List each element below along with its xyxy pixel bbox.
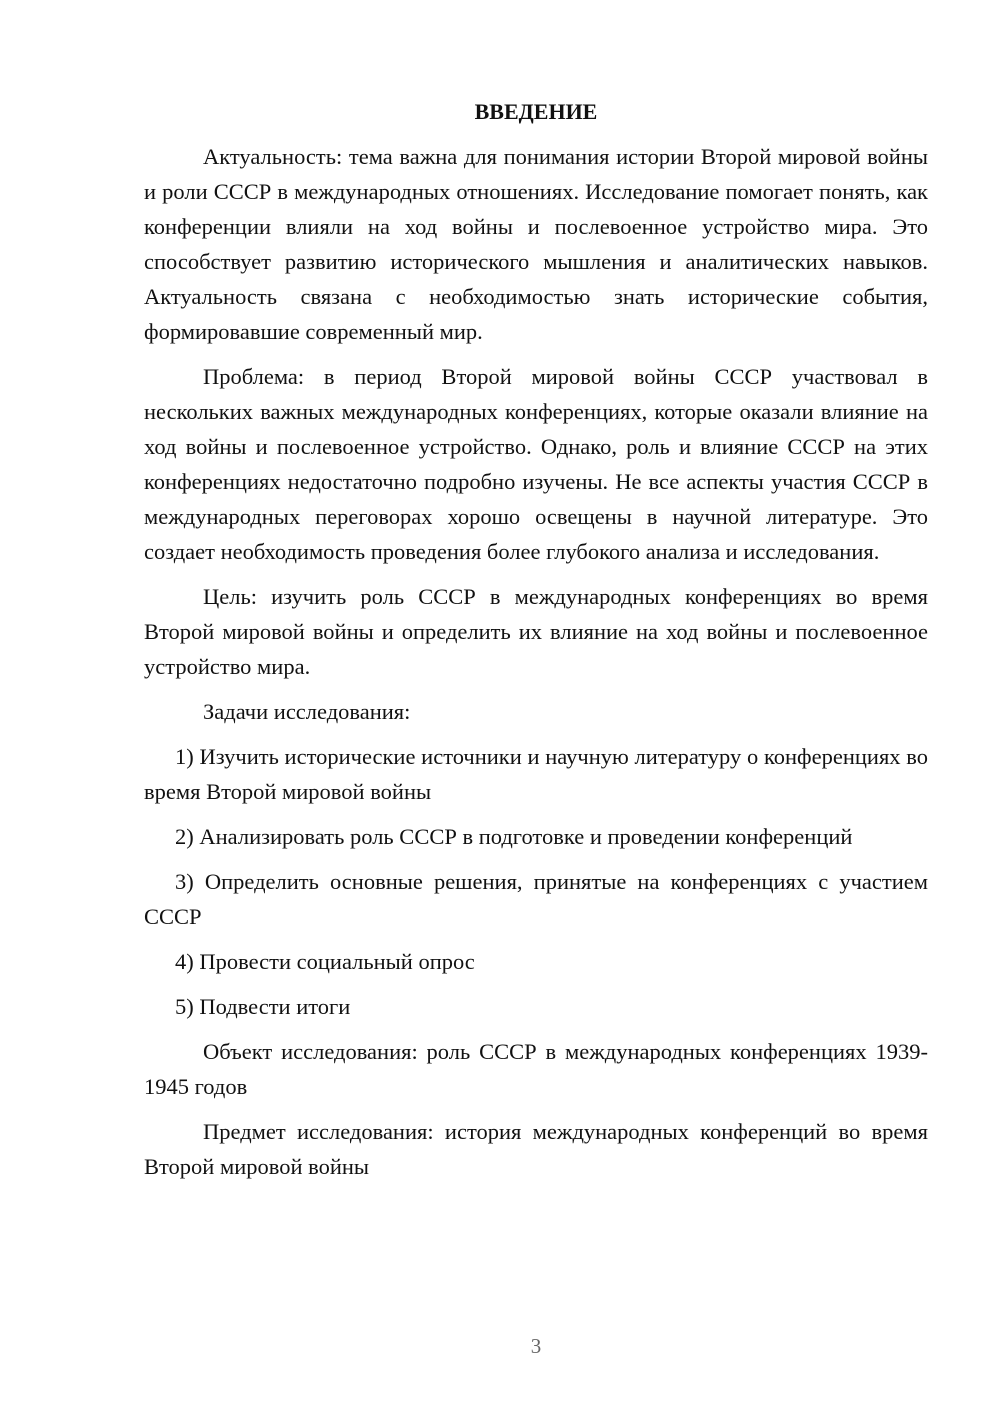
relevance-paragraph: Актуальность: тема важна для понимания истории Второй мировой войны и роли СССР в международных отношениях. Исследование помогает понять, как конференции влияли на ход войны и послевоенное устройство мира. Это способствует развитию исторического мышления и аналитических навыков. Актуальность связана с необходимостью знать исторические события, формировавшие современный мир. (144, 144, 928, 344)
section-title: ВВЕДЕНИЕ (474, 99, 598, 124)
goal-paragraph: Цель: изучить роль СССР в международных конференциях во время Второй мировой войны и определить их влияние на ход войны и послевоенное устройство мира. (144, 584, 928, 679)
document-body (144, 94, 928, 1184)
problem-paragraph: Проблема: в период Второй мировой войны СССР участвовал в нескольких важных международных конференциях, которые оказали влияние на ход войны и послевоенное устройство. Однако, роль и влияние СССР на этих конференциях недостаточно подробно изучены. Не все аспекты участия СССР в международных переговорах хорошо освещены в научной литературе. Это создает необходимость проведения более глубокого анализа и исследования. (144, 364, 928, 564)
task-item-3: 3) Определить основные решения, принятые на конференциях с участием СССР (144, 869, 928, 929)
task-item-1: 1) Изучить исторические источники и научную литературу о конференциях во время Второй мировой войны (144, 744, 928, 804)
tasks-heading: Задачи исследования: (203, 699, 411, 724)
task-item-4: 4) Провести социальный опрос (175, 949, 475, 974)
page-number: 3 (530, 1334, 542, 1358)
subject-paragraph: Предмет исследования: история международных конференций во время Второй мировой войны (144, 1119, 928, 1179)
task-item-2: 2) Анализировать роль СССР в подготовке и проведении конференций (175, 824, 853, 849)
task-item-5: 5) Подвести итоги (175, 994, 351, 1019)
object-paragraph: Объект исследования: роль СССР в международных конференциях 1939-1945 годов (144, 1039, 928, 1099)
